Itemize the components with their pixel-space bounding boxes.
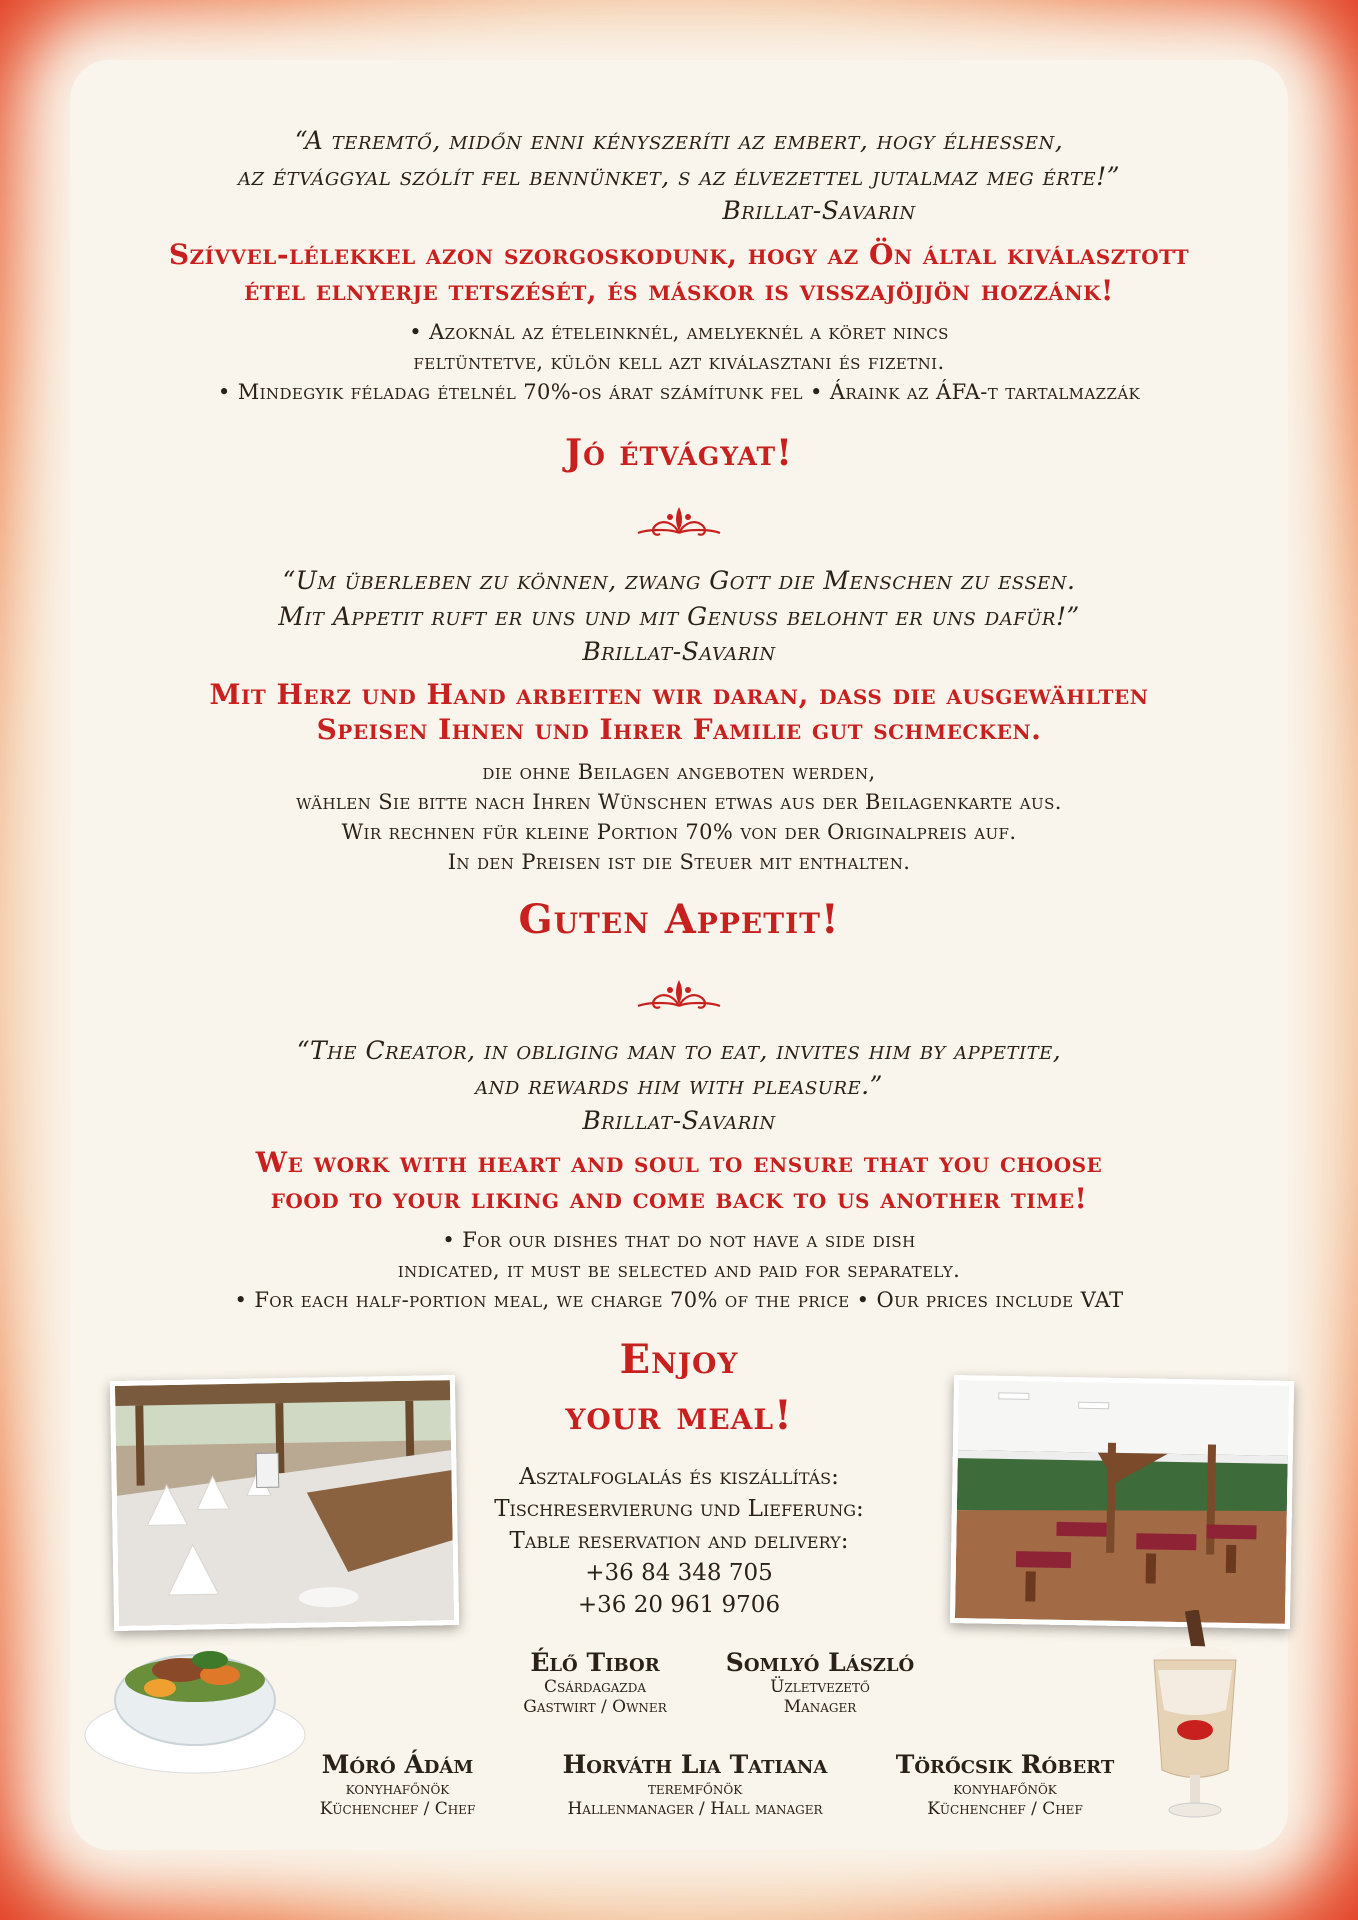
outdoor-terrace-tables-photo: [110, 1375, 459, 1631]
staff-name: Horváth Lia Tatiana: [562, 1750, 828, 1779]
staff-name: Élő Tibor: [530, 1648, 660, 1677]
de-note-line-2: wählen Sie bitte nach Ihren Wünschen etwas aus der Beilagenkarte aus.: [296, 790, 1062, 814]
staff-owner: [470, 1648, 720, 1717]
contact-de: Tischreservierung und Lieferung:: [494, 1496, 864, 1522]
phone-1[interactable]: +36 84 348 705: [585, 1560, 773, 1586]
staff-hall-manager: [520, 1750, 870, 1819]
staff-name: Törőcsik Róbert: [895, 1750, 1115, 1779]
hu-quote-line-2: az étvággyal szólít fel bennünket, s az élvezettel jutalmaz meg érte!”: [238, 162, 1120, 191]
contact-hu: Asztalfoglalás és kiszállítás:: [519, 1464, 839, 1490]
en-note-line-3: • For each half-portion meal, we charge 70% of the price • Our prices include VAT: [234, 1288, 1124, 1312]
staff-role: konyhafőnök: [953, 1779, 1057, 1799]
staff-role: Küchenchef / Chef: [319, 1799, 476, 1819]
staff-manager: [700, 1648, 940, 1717]
de-note-line-1: die ohne Beilagen angeboten werden,: [482, 760, 876, 784]
iced-coffee-glass-photo: [1140, 1610, 1250, 1820]
staff-name: Somlyó László: [725, 1648, 915, 1677]
de-quote-line-1: “Um überleben zu können, zwang Gott die Menschen zu essen.: [282, 566, 1076, 595]
staff-role: Manager: [783, 1697, 857, 1717]
en-note-line-2: indicated, it must be selected and paid for separately.: [397, 1258, 961, 1282]
hu-note-line-2: feltüntetve, külön kell azt kiválasztani és fizetni.: [413, 350, 945, 374]
de-note-line-3: Wir rechnen für kleine Portion 70% von der Originalpreis auf.: [341, 820, 1017, 844]
en-motto-line-2: food to your liking and come back to us another time!: [270, 1182, 1088, 1215]
contact-en: Table reservation and delivery:: [509, 1528, 849, 1554]
flourish-ornament-icon: [0, 505, 1358, 545]
staff-role: Üzletvezető: [770, 1677, 870, 1697]
hu-note-line-3: • Mindegyik féladag ételnél 70%-os árat számítunk fel • Áraink az ÁFA-t tartalmazzák: [217, 380, 1141, 404]
en-greeting-line-2: your meal!: [565, 1392, 793, 1439]
staff-chef-2: [870, 1750, 1140, 1819]
restaurant-interior-photo: [950, 1375, 1294, 1629]
staff-role: Hallenmanager / Hall manager: [567, 1799, 823, 1819]
de-motto-line-2: Speisen Ihnen und Ihrer Familie gut schmecken.: [316, 713, 1042, 746]
hu-greeting: Jó étvágyat!: [565, 432, 793, 474]
de-quote-author: Brillat-Savarin: [582, 637, 776, 666]
hu-quote-author: Brillat-Savarin: [722, 196, 916, 225]
staff-chef-1: [270, 1750, 525, 1819]
en-quote-line-1: “The Creator, in obliging man to eat, invites him by appetite,: [296, 1036, 1062, 1065]
staff-role: konyhafőnök: [345, 1779, 450, 1799]
de-note-line-4: In den Preisen ist die Steuer mit enthalten.: [447, 850, 911, 874]
staff-name: Móró Ádám: [321, 1750, 474, 1779]
de-quote-line-2: Mit Appetit ruft er uns und mit Genuss belohnt er uns dafür!”: [278, 602, 1080, 631]
phone-2[interactable]: +36 20 961 9706: [577, 1592, 781, 1618]
staff-role: teremfőnök: [647, 1779, 743, 1799]
en-quote-line-2: and rewards him with pleasure.”: [475, 1071, 883, 1100]
en-note-line-1: • For our dishes that do not have a side dish: [442, 1228, 916, 1252]
hu-quote-line-1: “A teremtő, midőn enni kényszeríti az embert, hogy élhessen,: [294, 126, 1064, 155]
flourish-ornament-icon: [0, 978, 1358, 1018]
en-motto-line-1: We work with heart and soul to ensure that you choose: [255, 1146, 1103, 1179]
staff-role: Küchenchef / Chef: [927, 1799, 1083, 1819]
de-greeting: Guten Appetit!: [518, 896, 840, 943]
de-motto-line-1: Mit Herz und Hand arbeiten wir daran, dass die ausgewählten: [209, 678, 1149, 711]
en-greeting-line-1: Enjoy: [619, 1336, 739, 1383]
staff-role: Gastwirt / Owner: [523, 1697, 667, 1717]
en-quote-author: Brillat-Savarin: [582, 1106, 776, 1135]
hu-motto-line-2: étel elnyerje tetszését, és máskor is visszajöjjön hozzánk!: [244, 274, 1114, 307]
hu-note-line-1: • Azoknál az ételeinknél, amelyeknél a köret nincs: [409, 320, 949, 344]
hu-motto-line-1: Szívvel-lélekkel azon szorgoskodunk, hogy az Ön által kiválasztott: [168, 238, 1190, 271]
staff-role: Csárdagazda: [543, 1677, 647, 1697]
